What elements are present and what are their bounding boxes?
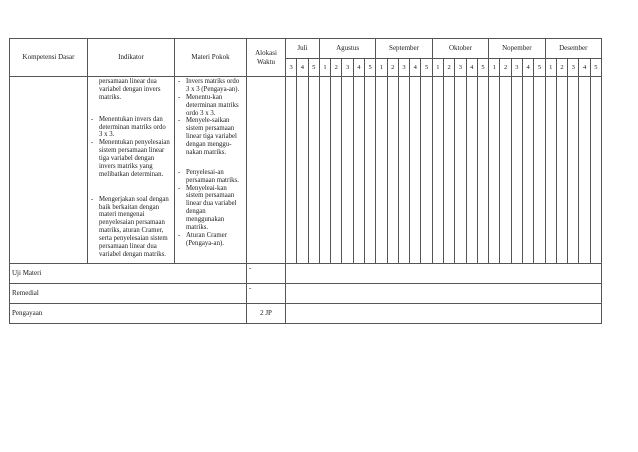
bullet-item	[91, 139, 170, 178]
bullet-dash: -	[178, 168, 181, 176]
week-number: 1	[489, 59, 500, 77]
bullet-dash: -	[178, 231, 181, 239]
footer-rows	[10, 263, 602, 323]
week-number: 4	[297, 59, 308, 77]
footer-empty	[286, 263, 602, 283]
bullet-text: Menyeleai-kan sistem persamaan linear dua variabel dengan menggunakan matriks.	[186, 184, 237, 231]
bullet-block	[91, 116, 170, 179]
week-cell	[455, 77, 466, 264]
footer-alokasi: -	[247, 283, 286, 303]
bullet-text: Aturan Cramer (Pengaya-an).	[186, 231, 227, 247]
week-cell	[500, 77, 511, 264]
bullet-block	[91, 78, 170, 102]
week-number: 3	[568, 59, 579, 77]
month-header: Desember	[545, 39, 601, 59]
week-number: 4	[353, 59, 364, 77]
week-cell	[319, 77, 330, 264]
bullet-block	[178, 169, 243, 248]
week-number: 1	[432, 59, 443, 77]
week-number: 5	[477, 59, 488, 77]
week-number: 2	[444, 59, 455, 77]
footer-empty	[286, 303, 602, 323]
week-cell	[444, 77, 455, 264]
bullet-item	[91, 196, 170, 259]
week-cell	[568, 77, 579, 264]
week-number: 4	[523, 59, 534, 77]
bullet-dash: -	[178, 117, 181, 125]
week-number: 2	[500, 59, 511, 77]
materi-pokok-cell	[175, 77, 247, 264]
bullet-dash: -	[178, 93, 181, 101]
bullet-item	[91, 116, 170, 140]
bullet-dash	[91, 78, 99, 102]
materi-pokok-header: Materi Pokok	[175, 39, 247, 77]
month-header: Juli	[286, 39, 320, 59]
bullet-block	[91, 196, 170, 259]
indikator-cell	[88, 77, 175, 264]
week-number: 5	[364, 59, 375, 77]
bullet-dash: -	[91, 139, 94, 147]
week-cell	[376, 77, 387, 264]
week-cell	[534, 77, 545, 264]
footer-label: Uji Materi	[10, 263, 247, 283]
footer-alokasi: 2 JP	[247, 303, 286, 323]
bullet-text: Menyele-saikan sistem persamaan linear tiga variabel dengan menggu-nakan matriks.	[186, 117, 237, 156]
week-number: 2	[331, 59, 342, 77]
schedule-table	[9, 38, 602, 324]
week-number: 1	[319, 59, 330, 77]
month-header: Nopember	[489, 39, 545, 59]
week-cell	[421, 77, 432, 264]
week-cell	[308, 77, 319, 264]
week-cell	[432, 77, 443, 264]
bullet-dash: -	[178, 78, 181, 85]
bullet-item	[178, 117, 243, 156]
week-cell	[410, 77, 421, 264]
bullet-text: persamaan linear dua variabel dengan invers matriks.	[99, 78, 161, 101]
kompetensi-dasar-cell	[10, 77, 88, 264]
bullet-text: Invers matriks ordo 3 x 3 (Pengaya-an).	[186, 78, 240, 93]
footer-empty	[286, 283, 602, 303]
week-cell	[286, 77, 297, 264]
bullet-item	[178, 78, 243, 94]
week-number: 5	[534, 59, 545, 77]
footer-label: Remedial	[10, 283, 247, 303]
week-cell	[477, 77, 488, 264]
week-cell	[523, 77, 534, 264]
content-row	[10, 77, 602, 264]
footer-row	[10, 263, 602, 283]
week-number: 5	[590, 59, 601, 77]
alokasi-waktu-header: Alokasi Waktu	[247, 39, 286, 77]
week-cell	[556, 77, 567, 264]
bullet-item	[91, 78, 170, 102]
week-number: 3	[398, 59, 409, 77]
alokasi-waktu-cell	[247, 77, 286, 264]
month-header: Oktober	[432, 39, 488, 59]
week-cell	[387, 77, 398, 264]
bullet-text: Menentu-kan determinan matriks ordo 3 x 3.	[186, 93, 239, 117]
week-number: 2	[387, 59, 398, 77]
week-number: 4	[579, 59, 590, 77]
month-header-row	[10, 39, 602, 59]
week-cell	[364, 77, 375, 264]
week-number: 5	[421, 59, 432, 77]
week-cell	[590, 77, 601, 264]
indikator-header: Indikator	[88, 39, 175, 77]
bullet-item	[178, 185, 243, 232]
bullet-text: Menentukan invers dan determinan matriks ordo 3 x 3.	[99, 115, 166, 139]
week-number: 5	[308, 59, 319, 77]
week-number: 4	[466, 59, 477, 77]
week-cell	[489, 77, 500, 264]
week-cell	[353, 77, 364, 264]
week-number: 1	[376, 59, 387, 77]
bullet-dash: -	[91, 195, 94, 203]
week-number: 2	[556, 59, 567, 77]
week-number: 4	[410, 59, 421, 77]
week-number: 3	[511, 59, 522, 77]
week-cell	[331, 77, 342, 264]
bullet-block	[178, 78, 243, 157]
bullet-dash: -	[178, 184, 181, 192]
bullet-item	[178, 232, 243, 248]
week-number: 3	[286, 59, 297, 77]
week-cell	[297, 77, 308, 264]
kompetensi-dasar-header: Kompetensi Dasar	[10, 39, 88, 77]
month-header: Agustus	[319, 39, 375, 59]
week-cell	[466, 77, 477, 264]
bullet-dash: -	[91, 115, 94, 123]
bullet-item	[178, 169, 243, 185]
week-number: 1	[545, 59, 556, 77]
month-header: September	[376, 39, 432, 59]
footer-row	[10, 283, 602, 303]
bullet-text: Penyelesai-an persamaan matriks.	[186, 168, 239, 184]
bullet-text: Mengerjakan soal dengan baik berkaitan dengan materi mengenai penyelesaian persamaan matriks, aturan Cramer, serta penyelesaian sistem persamaan linear dua variabel dengan matriks.	[99, 195, 169, 258]
bullet-text: Menentukan penyelesaian sistem persamaan linear tiga variabel dengan invers matriks yang melibatkan determinan.	[99, 139, 170, 178]
footer-alokasi: -	[247, 263, 286, 283]
week-cell	[342, 77, 353, 264]
week-cell	[398, 77, 409, 264]
footer-label: Pengayaan	[10, 303, 247, 323]
week-cell	[511, 77, 522, 264]
footer-row	[10, 303, 602, 323]
week-number: 3	[342, 59, 353, 77]
week-cell	[545, 77, 556, 264]
bullet-item	[178, 94, 243, 118]
week-number: 3	[455, 59, 466, 77]
week-cell	[579, 77, 590, 264]
